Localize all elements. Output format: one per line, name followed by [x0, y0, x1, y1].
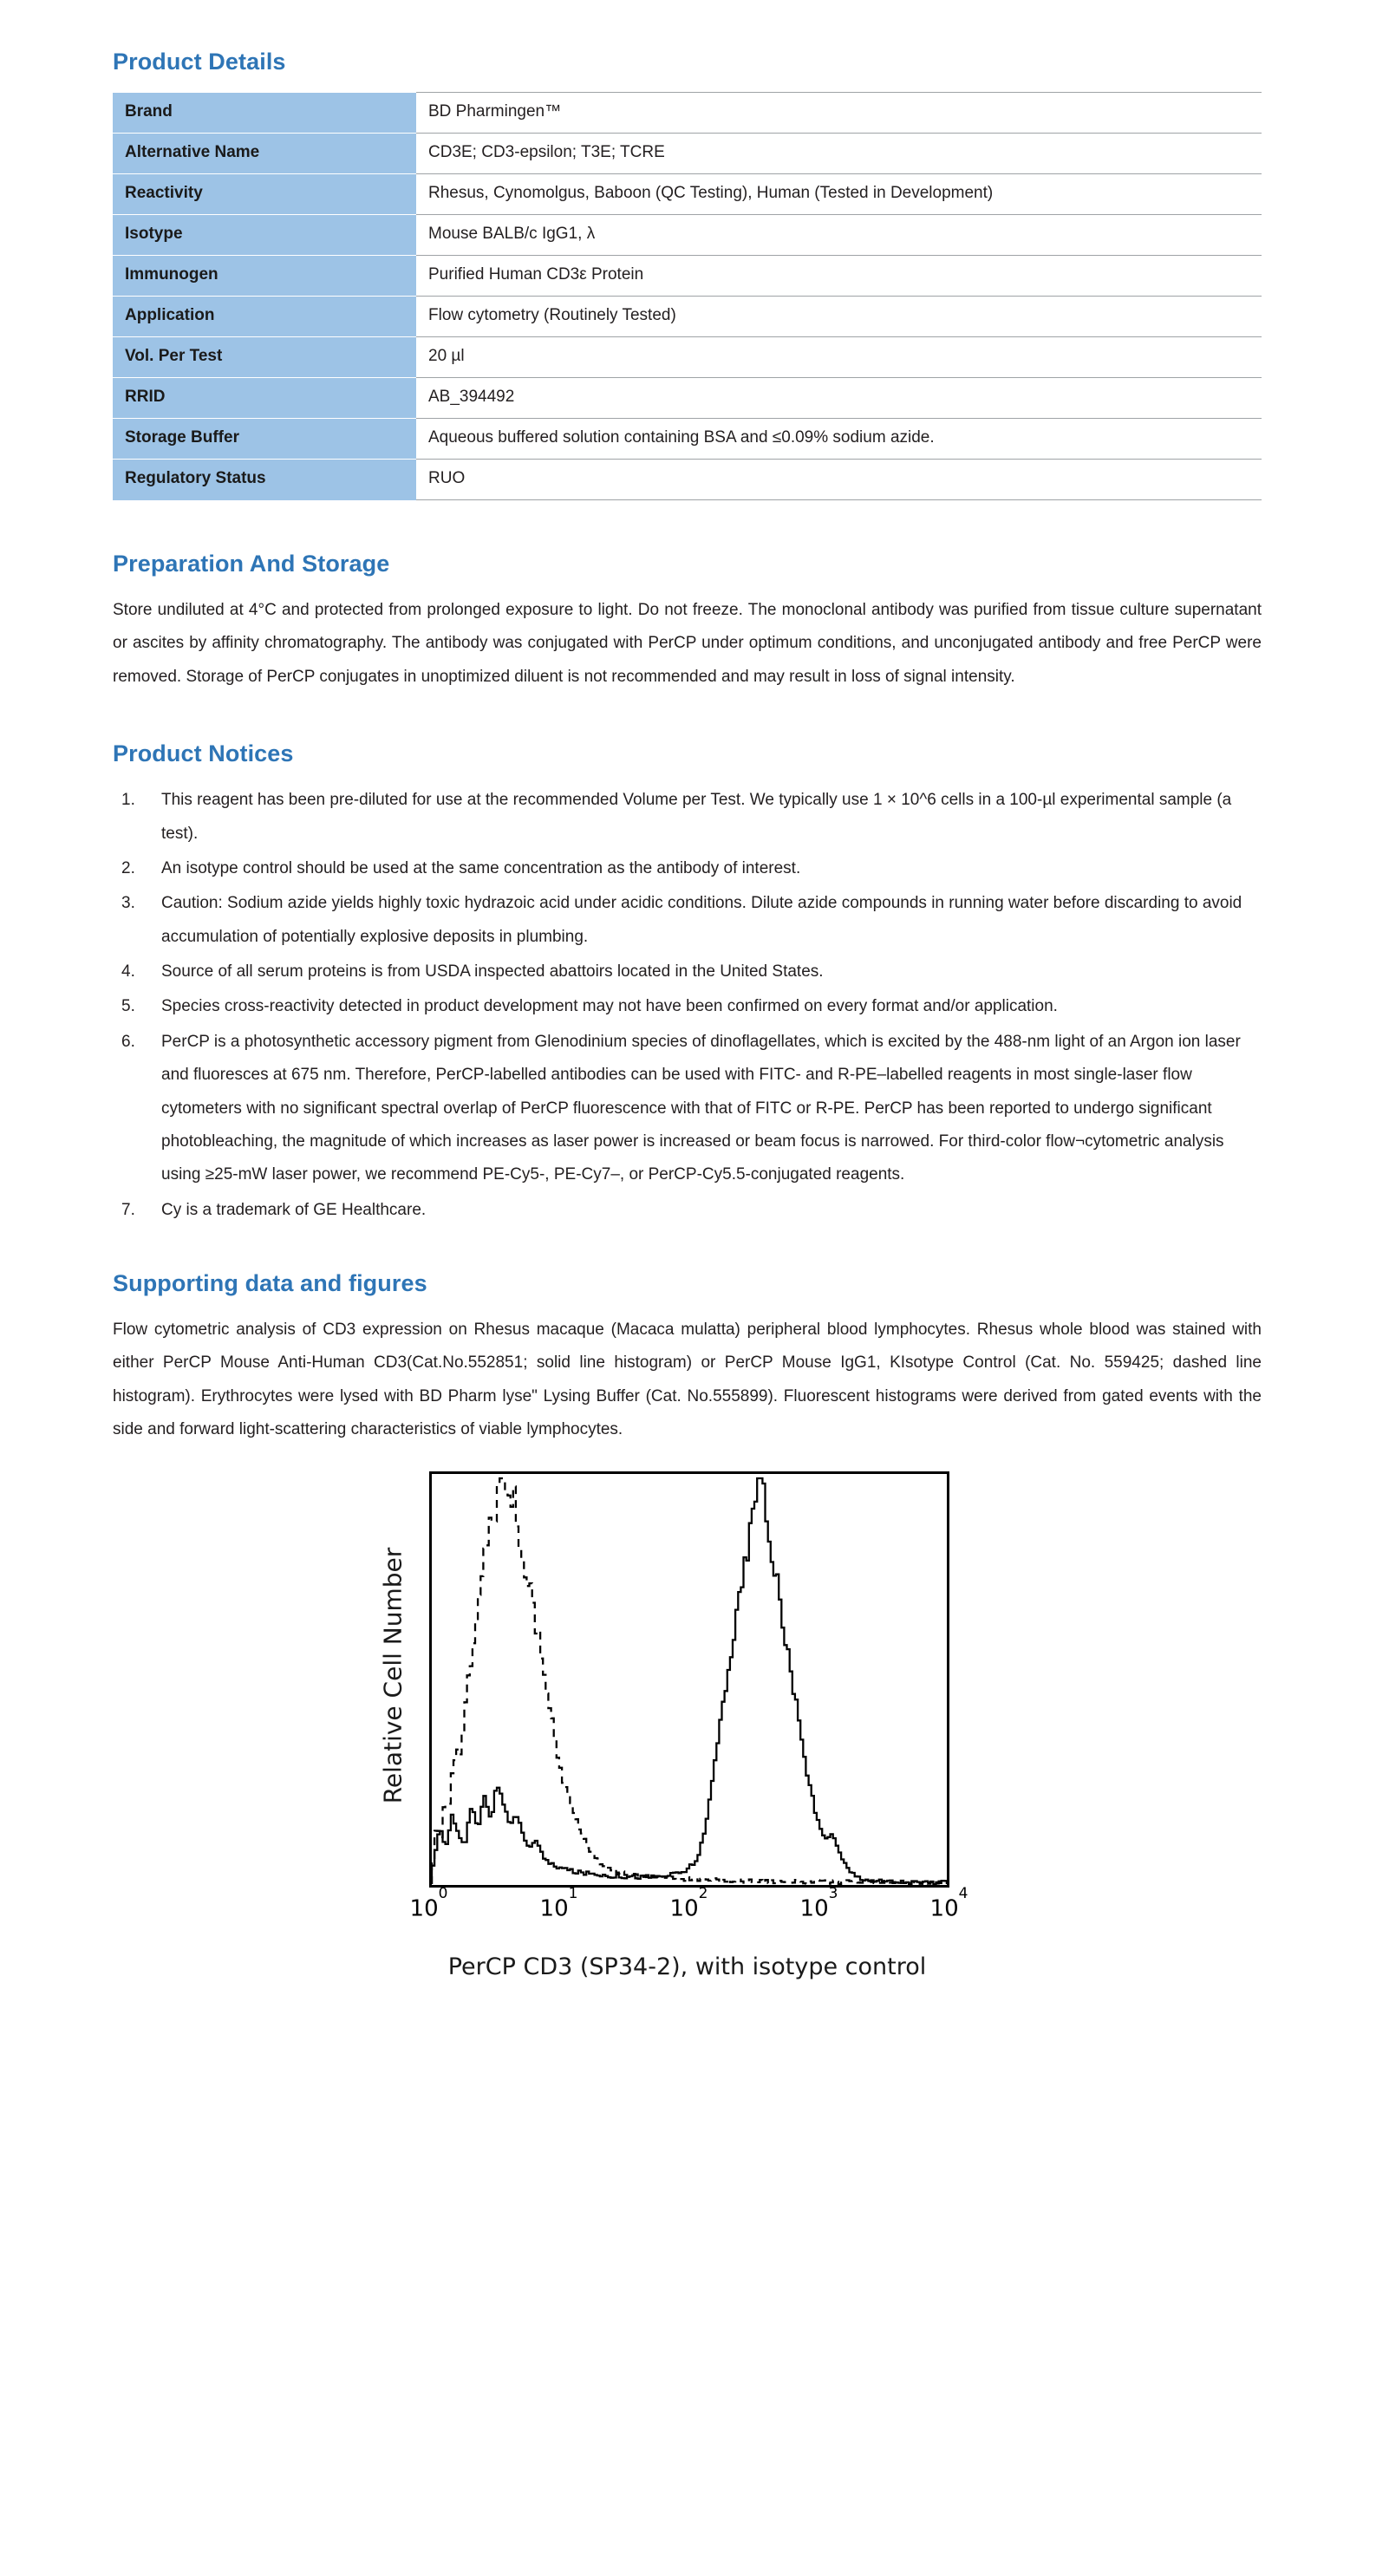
supporting-data-caption: Flow cytometric analysis of CD3 expression on Rhesus macaque (Macaca mulatta) peripheral blood lymphocytes. Rhesus whole blood was stained with either PerCP Mouse Anti-Human CD3(Cat.No.552851; solid line histogram) or PerCP Mouse IgG1, KIsotype Control (Cat. No. 559425; dashed line histogram). Erythrocytes were lysed with BD Pharm lyse" Lysing Buffer (Cat. No.555899). Fluorescent histograms were derived from gated events with the side and forward light-scattering characteristics of viable lymphocytes. — [113, 1321, 1262, 1439]
list-item: Cy is a trademark of GE Healthcare. — [161, 1200, 427, 1219]
x-axis-tick-label — [669, 1884, 708, 1922]
detail-value-cell: Rhesus, Cynomolgus, Baboon (QC Testing), Human (Tested in Development) — [416, 174, 1262, 215]
x-axis-tick-base: 10 — [669, 1895, 699, 1922]
table-row — [113, 134, 1262, 174]
x-axis-tick-label — [539, 1884, 578, 1922]
detail-value-cell: AB_394492 — [416, 378, 1262, 419]
table-row — [113, 256, 1262, 297]
detail-value-cell: Aqueous buffered solution containing BSA and ≤0.09% sodium azide. — [416, 419, 1262, 460]
detail-label-cell: Reactivity — [113, 174, 416, 215]
x-axis-tick-exponent: 1 — [568, 1884, 578, 1902]
table-row — [113, 297, 1262, 337]
detail-value-cell: CD3E; CD3-epsilon; T3E; TCRE — [416, 134, 1262, 174]
list-item: Caution: Sodium azide yields highly toxic hydrazoic acid under acidic conditions. Dilute azide compounds in running water before discarding to avoid accumulation of potentially explosive deposits in plumbing. — [161, 894, 1242, 946]
spacer — [113, 1229, 1263, 1270]
table-row — [113, 215, 1262, 256]
table-row — [113, 174, 1262, 215]
x-axis-tick-exponent: 4 — [958, 1884, 968, 1902]
supporting-data-heading: Supporting data and figures — [113, 1270, 427, 1296]
product-notices-list — [113, 784, 1262, 1227]
detail-value-cell: BD Pharmingen™ — [416, 93, 1262, 134]
detail-label-cell: Application — [113, 297, 416, 337]
x-axis-tick-base: 10 — [409, 1895, 439, 1922]
x-axis-tick-exponent: 3 — [828, 1884, 838, 1902]
histogram-svg — [432, 1474, 947, 1885]
preparation-and-storage-heading: Preparation And Storage — [113, 551, 390, 577]
x-axis-tick-base: 10 — [929, 1895, 959, 1922]
product-details-table — [113, 92, 1262, 500]
table-row — [113, 378, 1262, 419]
detail-label-cell: Isotype — [113, 215, 416, 256]
product-details-table-body — [113, 93, 1262, 500]
table-row — [113, 337, 1262, 378]
product-details-heading: Product Details — [113, 49, 286, 75]
x-axis-tick-base: 10 — [539, 1895, 569, 1922]
detail-label-cell: Vol. Per Test — [113, 337, 416, 378]
chart-plot-area — [429, 1471, 949, 1888]
chart-x-axis-ticks — [409, 1884, 968, 1934]
x-axis-tick-exponent: 0 — [438, 1884, 448, 1902]
detail-label-cell: Brand — [113, 93, 416, 134]
x-axis-tick-label — [799, 1884, 838, 1922]
x-axis-tick-label — [929, 1884, 968, 1922]
cd3-histogram-trace — [432, 1478, 947, 1884]
list-item: Species cross-reactivity detected in product development may not have been confirmed on every format and/or application. — [161, 997, 1058, 1016]
x-axis-tick-label — [409, 1884, 448, 1922]
spacer — [113, 699, 1263, 740]
flow-cytometry-histogram-figure — [375, 1468, 1000, 2014]
x-axis-tick-base: 10 — [799, 1895, 829, 1922]
list-item: An isotype control should be used at the same concentration as the antibody of interest. — [161, 858, 801, 877]
detail-value-cell: RUO — [416, 460, 1262, 500]
detail-value-cell: Flow cytometry (Routinely Tested) — [416, 297, 1262, 337]
detail-value-cell: 20 µl — [416, 337, 1262, 378]
preparation-and-storage-text: Store undiluted at 4°C and protected from prolonged exposure to light. Do not freeze. The monoclonal antibody was purified from tissue culture supernatant or ascites by affinity chromatography. The antibody was conjugated with PerCP under optimum conditions, and unconjugated antibody and free PerCP were removed. Storage of PerCP conjugates in unoptimized diluent is not recommended and may result in loss of signal intensity. — [113, 601, 1262, 686]
spacer — [113, 2014, 1263, 2040]
spacer — [113, 509, 1263, 551]
table-row — [113, 419, 1262, 460]
chart-y-axis-label-text: Relative Cell Number — [378, 1547, 407, 1804]
detail-value-cell: Purified Human CD3ε Protein — [416, 256, 1262, 297]
chart-y-axis-label — [375, 1468, 410, 1884]
detail-label-cell: Immunogen — [113, 256, 416, 297]
detail-label-cell: RRID — [113, 378, 416, 419]
product-notices-heading: Product Notices — [113, 740, 294, 767]
detail-label-cell: Storage Buffer — [113, 419, 416, 460]
isotype-control-histogram-trace — [432, 1478, 947, 1884]
x-axis-tick-exponent: 2 — [698, 1884, 708, 1902]
detail-value-cell: Mouse BALB/c IgG1, λ — [416, 215, 1262, 256]
list-item: PerCP is a photosynthetic accessory pigment from Glenodinium species of dinoflagellates, which is excited by the 488-nm light of an Argon ion laser and fluoresces at 675 nm. Therefore, PerCP-labelled antibodies can be used with FITC- and R-PE–labelled reagents in most single-laser flow cytometers with no significant spectral overlap of PerCP fluorescence with that of FITC or R-PE. PerCP has been reported to undergo significant photobleaching, the magnitude of which increases as laser power is increased or beam focus is narrowed. For third-color flow¬cytometric analysis using ≥25-mW laser power, we recommend PE-Cy5-, PE-Cy7–, or PerCP-Cy5.5-conjugated reagents. — [161, 1032, 1241, 1184]
list-item: This reagent has been pre-diluted for use at the recommended Volume per Test. We typically use 1 × 10^6 cells in a 100-µl experimental sample (a test). — [161, 791, 1232, 843]
detail-label-cell: Regulatory Status — [113, 460, 416, 500]
chart-x-axis-label: PerCP CD3 (SP34-2), with isotype control — [447, 1953, 927, 1980]
figure-container — [113, 1468, 1262, 2014]
detail-label-cell: Alternative Name — [113, 134, 416, 174]
table-row — [113, 93, 1262, 134]
table-row — [113, 460, 1262, 500]
list-item: Source of all serum proteins is from USDA inspected abattoirs located in the United States. — [161, 962, 824, 981]
